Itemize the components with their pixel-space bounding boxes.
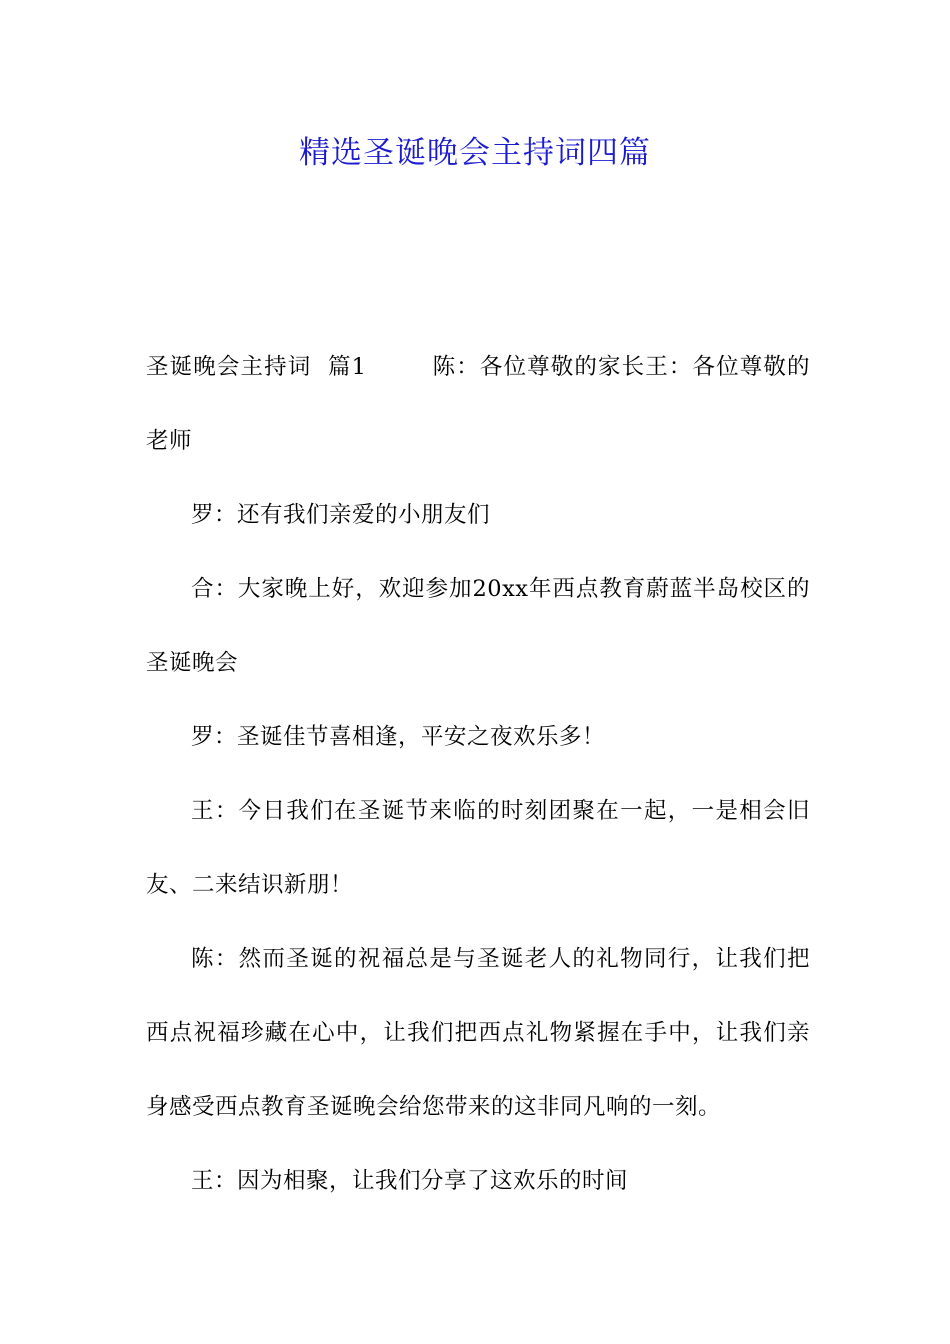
- document-body: [146, 330, 810, 1218]
- document-title: 精选圣诞晚会主持词四篇: [299, 135, 651, 171]
- paragraph: 罗：圣诞佳节喜相逢，平安之夜欢乐多！: [191, 724, 606, 750]
- paragraph: 王：今日我们在圣诞节来临的时刻团聚在一起，一是相会旧友、二来结识新朋！: [146, 798, 810, 898]
- paragraph: 合：大家晚上好，欢迎参加20xx年西点教育蔚蓝半岛校区的圣诞晚会: [146, 576, 810, 676]
- paragraph: 王：因为相聚，让我们分享了这欢乐的时间: [191, 1168, 629, 1194]
- paragraph: 罗：还有我们亲爱的小朋友们: [191, 502, 491, 528]
- paragraph: 圣诞晚会主持词 篇1 陈：各位尊敬的家长王：各位尊敬的老师: [146, 354, 810, 454]
- paragraph: 陈：然而圣诞的祝福总是与圣诞老人的礼物同行，让我们把西点祝福珍藏在心中，让我们把西点礼物紧握在手中，让我们亲身感受西点教育圣诞晚会给您带来的这非同凡响的一刻。: [146, 946, 810, 1120]
